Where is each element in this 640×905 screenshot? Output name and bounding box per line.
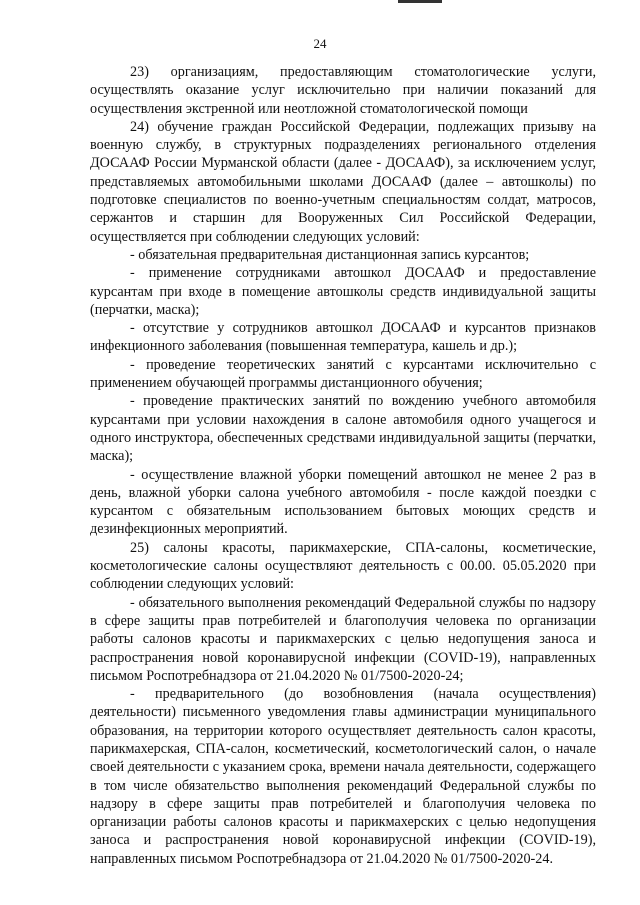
paragraph-item-25: 25) салоны красоты, парикмахерские, СПА-салоны, косметические, косметологические салоны осуществляют деятельность с 00.00. 05.05.2020 при соблюдении следующих условий: [90, 539, 596, 593]
condition-remote-theory: - проведение теоретических занятий с курсантами исключительно с применением обучающей программы дистанционного обучения; [90, 356, 596, 392]
page-number: 24 [313, 36, 327, 51]
condition-prior-notification: - предварительного (до возобновления (начала осуществления) деятельности) письменного уведомления главы администрации муниципального образования, на территории которого осуществляет деятельность салон красоты, парикмахерская, СПА-салон, косметический, косметологический салон, о начале своей деятельности с указанием срока, времени начала деятельности, содержащего в том числе обязательство выполнения рекомендаций Федеральной службы по надзору в сфере защиты прав потребителей и благополучия человека по организации работы салонов красоты и парикмахерских с целью недопущения заноса и распространения новой коронавирусной инфекции (COVID-19), направленных письмом Роспотребнадзора от 21.04.2020 № 01/7500-2020-24. [90, 686, 596, 867]
condition-no-infection-signs: - отсутствие у сотрудников автошкол ДОСААФ и курсантов признаков инфекционного заболевания (повышенная температура, кашель и др.); [90, 320, 596, 355]
paragraph-item-23: 23) организациям, предоставляющим стоматологические услуги, осуществлять оказание услуг исключительно при наличии показаний для осуществления экстренной или неотложной стоматологической помощи [90, 64, 596, 117]
condition-protective-equipment: - применение сотрудниками автошкол ДОСААФ и предоставление курсантам при входе в помещение автошколы средств индивидуальной защиты (перчатки, маска); [90, 265, 596, 318]
condition-remote-enrollment: - обязательная предварительная дистанционная запись курсантов; [130, 246, 530, 263]
condition-rospotrebnadzor-recommendations: - обязательного выполнения рекомендаций Федеральной службы по надзору в сфере защиты прав потребителей и благополучия человека по организации работы салонов красоты и парикмахерских с целью недопущения заноса и распространения новой коронавирусной инфекции (COVID-19), направленных письмом Роспотребнадзора от 21.04.2020 № 01/7500-2020-24; [90, 594, 596, 684]
document-body [90, 63, 596, 868]
top-edge-mark [398, 0, 442, 3]
paragraph-item-24: 24) обучение граждан Российской Федерации, подлежащих призыву на военную службу, в структурных подразделениях регионального отделения ДОСААФ России Мурманской области (далее - ДОСААФ), за исключением услуг, представляемых автомобильными школами ДОСААФ (далее – автошколы) по подготовке специалистов по военно-учетным специальностям солдат, матросов, сержантов и старшин для Вооруженных Сил Российской Федерации, осуществляется при соблюдении следующих условий: [90, 118, 596, 245]
condition-wet-cleaning: - осуществление влажной уборки помещений автошкол не менее 2 раз в день, влажной уборки салона учебного автомобиля - после каждой поездки с курсантом с обязательным использованием бытовых моющих средств и дезинфекционных мероприятий. [90, 466, 596, 538]
condition-driving-practice: - проведение практических занятий по вождению учебного автомобиля курсантами при условии нахождения в салоне автомобиля одного учащегося и одного инструктора, обеспеченных средствами индивидуальной защиты (перчатки, маска); [90, 393, 596, 465]
